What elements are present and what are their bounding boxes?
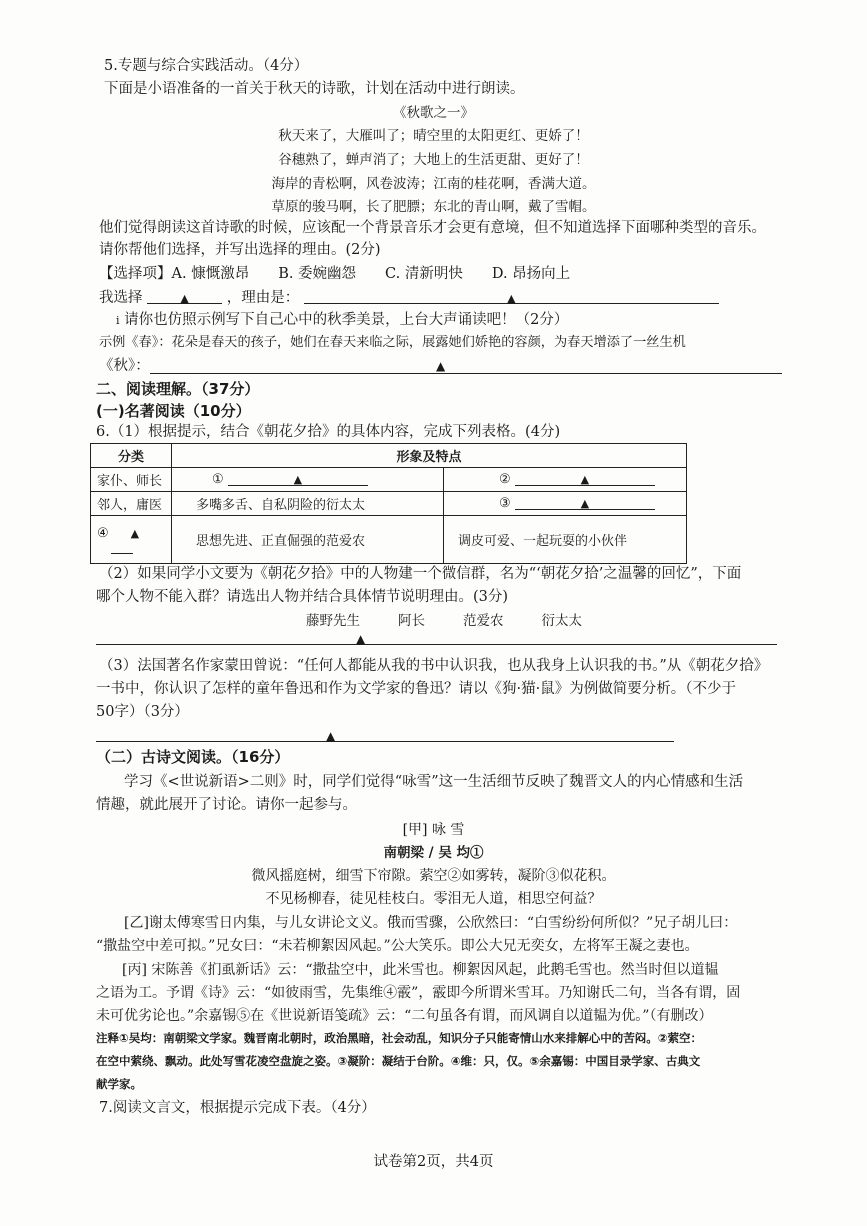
note-line-c: 献学家。 bbox=[96, 1077, 142, 1091]
table-cell-answer[interactable] bbox=[444, 492, 687, 516]
q7-title: 7.阅读文言文，根据提示完成下表。（4分） bbox=[99, 1100, 376, 1116]
table-cell-answer[interactable] bbox=[172, 468, 444, 492]
example-text: 示例《春》：花朵是春天的孩子，她们在春天来临之际，展露她们娇艳的容颜，为春天增添了一丝生机 bbox=[99, 335, 686, 350]
answer-blank[interactable] bbox=[228, 472, 368, 486]
q6-p3-c: 50字）（3分） bbox=[96, 704, 189, 720]
blank-number: ③ bbox=[499, 496, 511, 511]
answer-marker: ▲ bbox=[580, 497, 590, 510]
choose-row bbox=[99, 289, 719, 307]
poetry-intro-b: 情趣，就此展开了讨论。请你一起参与。 bbox=[96, 797, 357, 813]
reason-label: ，理由是： bbox=[226, 290, 300, 306]
yi-line-b: “撒盐空中差可拟。”兄女曰：“未若柳絮因风起。”公大笑乐。即公大兄无奕女，左将军王凝之妻也。 bbox=[96, 938, 699, 954]
bing-line-b: 之语为工。予谓《诗》云：“如彼雨雪，先集维④霰”，霰即今所谓米雪耳。乃知谢氏二句，当各有谓，固 bbox=[96, 985, 741, 1001]
table-header-category: 分类 bbox=[91, 444, 172, 468]
answer-marker: ▲ bbox=[180, 292, 189, 305]
table-row bbox=[91, 516, 687, 564]
q5-options: 【选择项】A. 慷慨激昂 B. 委婉幽怨 C. 清新明快 D. 昂扬向上 bbox=[99, 266, 571, 282]
blank-number: ① bbox=[212, 472, 224, 487]
poem-line-3: 海岸的青松啊，风卷波涛；江南的桂花啊，香满大道。 bbox=[271, 176, 596, 192]
answer-marker: ▲ bbox=[356, 632, 366, 646]
note-line-b: 在空中萦绕、飘动。此处写雪花凌空盘旋之姿。③凝阶：凝结于台阶。④维：只，仅。⑤余嘉锡：中国目录学家、古典文 bbox=[96, 1054, 701, 1068]
name-option: 藤野先生 bbox=[306, 613, 360, 629]
reason-answer-blank[interactable] bbox=[304, 289, 719, 304]
table-cell-category: 家仆、师长 bbox=[91, 468, 172, 492]
section2-sub1: (一)名著阅读（10分） bbox=[96, 402, 251, 420]
answer-marker: ▲ bbox=[436, 359, 446, 373]
autumn-label: 《秋》： bbox=[99, 358, 150, 374]
name-option: 衍太太 bbox=[541, 613, 582, 629]
answer-marker: ▲ bbox=[507, 292, 516, 305]
q5-title: 5.专题与综合实践活动。（4分） bbox=[104, 58, 309, 74]
answer-marker: ▲ bbox=[130, 527, 140, 540]
poem-title: 《秋歌之一》 bbox=[393, 105, 474, 121]
table-cell-text: 调皮可爱、一起玩耍的小伙伴 bbox=[444, 516, 687, 564]
poetry-intro-a: 学习《<世说新语>二则》时，同学们觉得“咏雪”这一生活细节反映了魏晋文人的内心情感和生活 bbox=[124, 774, 744, 790]
q6-table bbox=[90, 443, 687, 564]
q5-part2-text: 请你也仿照示例写下自己心中的秋季美景，上台大声诵读吧！（2分） bbox=[124, 312, 569, 328]
poem-line-4: 草原的骏马啊，长了肥膘；东北的青山啊，戴了雪帽。 bbox=[271, 199, 596, 215]
q6-p2-a: （2）如果同学小文要为《朝花夕拾》中的人物建一个微信群，名为“‘朝花夕拾’之温馨的回忆”，下面 bbox=[99, 566, 742, 582]
blank-number: ② bbox=[499, 472, 511, 487]
table-cell-category-answer[interactable] bbox=[91, 516, 172, 564]
answer-blank[interactable] bbox=[111, 541, 133, 554]
bing-line-a: [丙] 宋陈善《扪虱新话》云：“撒盐空中，此米雪也。柳絮因风起，此鹅毛雪也。然当时但以道韫 bbox=[122, 962, 719, 978]
yi-line-a: [乙]谢太傅寒雪日内集，与儿女讲论文义。俄而雪骤，公欣然曰：“白雪纷纷何所似？”兄子胡儿曰： bbox=[124, 915, 738, 931]
q6-p2-answer-line[interactable] bbox=[96, 644, 777, 645]
q5-para1: 他们觉得朗读这首诗歌的时候，应该配一个背景音乐才会更有意境，但不知道选择下面哪种类型的音乐。 bbox=[99, 220, 766, 236]
answer-marker: ▲ bbox=[580, 473, 590, 486]
answer-marker: ▲ bbox=[293, 473, 303, 486]
choose-answer-blank[interactable] bbox=[147, 289, 222, 304]
jia-line-1: 微风摇庭树，细雪下帘隙。萦空②如雾转，凝阶③似花积。 bbox=[251, 868, 616, 884]
answer-blank[interactable] bbox=[515, 496, 655, 510]
note-line-a: 注释①吴均：南朝梁文学家。魏晋南北朝时，政治黑暗，社会动乱，知识分子只能寄情山水来排解心中的苦闷。②萦空： bbox=[96, 1031, 702, 1045]
table-cell-text: 多嘴多舌、自私阴险的衍太太 bbox=[172, 492, 444, 516]
table-cell-answer[interactable] bbox=[444, 468, 687, 492]
jia-line-2: 不见杨柳春，徒见桂枝白。零泪无人道，相思空何益？ bbox=[265, 891, 602, 907]
choose-label: 我选择 bbox=[99, 290, 143, 306]
table-row bbox=[91, 492, 687, 516]
q5-para2: 请你帮他们选择，并写出选择的理由。(2分) bbox=[99, 242, 381, 258]
q6-p2-b: 哪个人物不能入群？请选出人物并结合具体情节说明理由。(3分) bbox=[96, 589, 509, 605]
q6-p3-b: 一书中，你认识了怎样的童年鲁迅和作为文学家的鲁迅？请以《狗·猫·鼠》为例做简要分析。（不少于 bbox=[96, 681, 736, 697]
q6-p3-answer-line[interactable] bbox=[96, 741, 674, 742]
answer-blank[interactable] bbox=[515, 472, 655, 486]
poem-line-1: 秋天来了，大雁叫了；晴空里的太阳更红、更娇了！ bbox=[278, 128, 589, 144]
q6-p3-a: （3）法国著名作家蒙田曾说：“任何人都能从我的书中认识我，也从我身上认识我的书。”从《朝花夕拾》 bbox=[99, 658, 769, 674]
table-cell-category: 邻人，庸医 bbox=[91, 492, 172, 516]
jia-title: [甲] 咏 雪 bbox=[402, 822, 465, 838]
names-row bbox=[306, 612, 582, 630]
name-option: 阿长 bbox=[398, 613, 425, 629]
answer-marker: ▲ bbox=[326, 729, 336, 743]
blank-number: ④ bbox=[97, 526, 109, 541]
bing-line-c: 未可优劣论也。”余嘉锡⑤在《世说新语笺疏》云：“二句虽各有谓，而风调自以道韫为优。”（有删改） bbox=[96, 1008, 713, 1024]
section2-title: 二、阅读理解。（37分） bbox=[96, 380, 260, 398]
autumn-answer-line[interactable] bbox=[150, 373, 782, 374]
q5-intro: 下面是小语准备的一首关于秋天的诗歌，计划在活动中进行朗读。 bbox=[104, 81, 525, 97]
q6-p1: 6.（1）根据提示，结合《朝花夕拾》的具体内容，完成下列表格。(4分) bbox=[96, 424, 561, 440]
page-footer: 试卷第2页，共4页 bbox=[373, 1154, 494, 1170]
jia-author: 南朝梁 / 吴 均① bbox=[383, 845, 484, 861]
q5-part2: ⅰ 请你也仿照示例写下自己心中的秋季美景，上台大声诵读吧！（2分） bbox=[116, 312, 569, 328]
table-cell-text: 思想先进、正直倔强的范爱农 bbox=[172, 516, 444, 564]
table-row bbox=[91, 468, 687, 492]
table-header-image: 形象及特点 bbox=[172, 444, 687, 468]
name-option: 范爱农 bbox=[463, 613, 504, 629]
poetry-section-title: （二）古诗文阅读。（16分） bbox=[96, 748, 290, 766]
poem-line-2: 谷穗熟了，蝉声消了；大地上的生活更甜、更好了！ bbox=[278, 152, 589, 168]
